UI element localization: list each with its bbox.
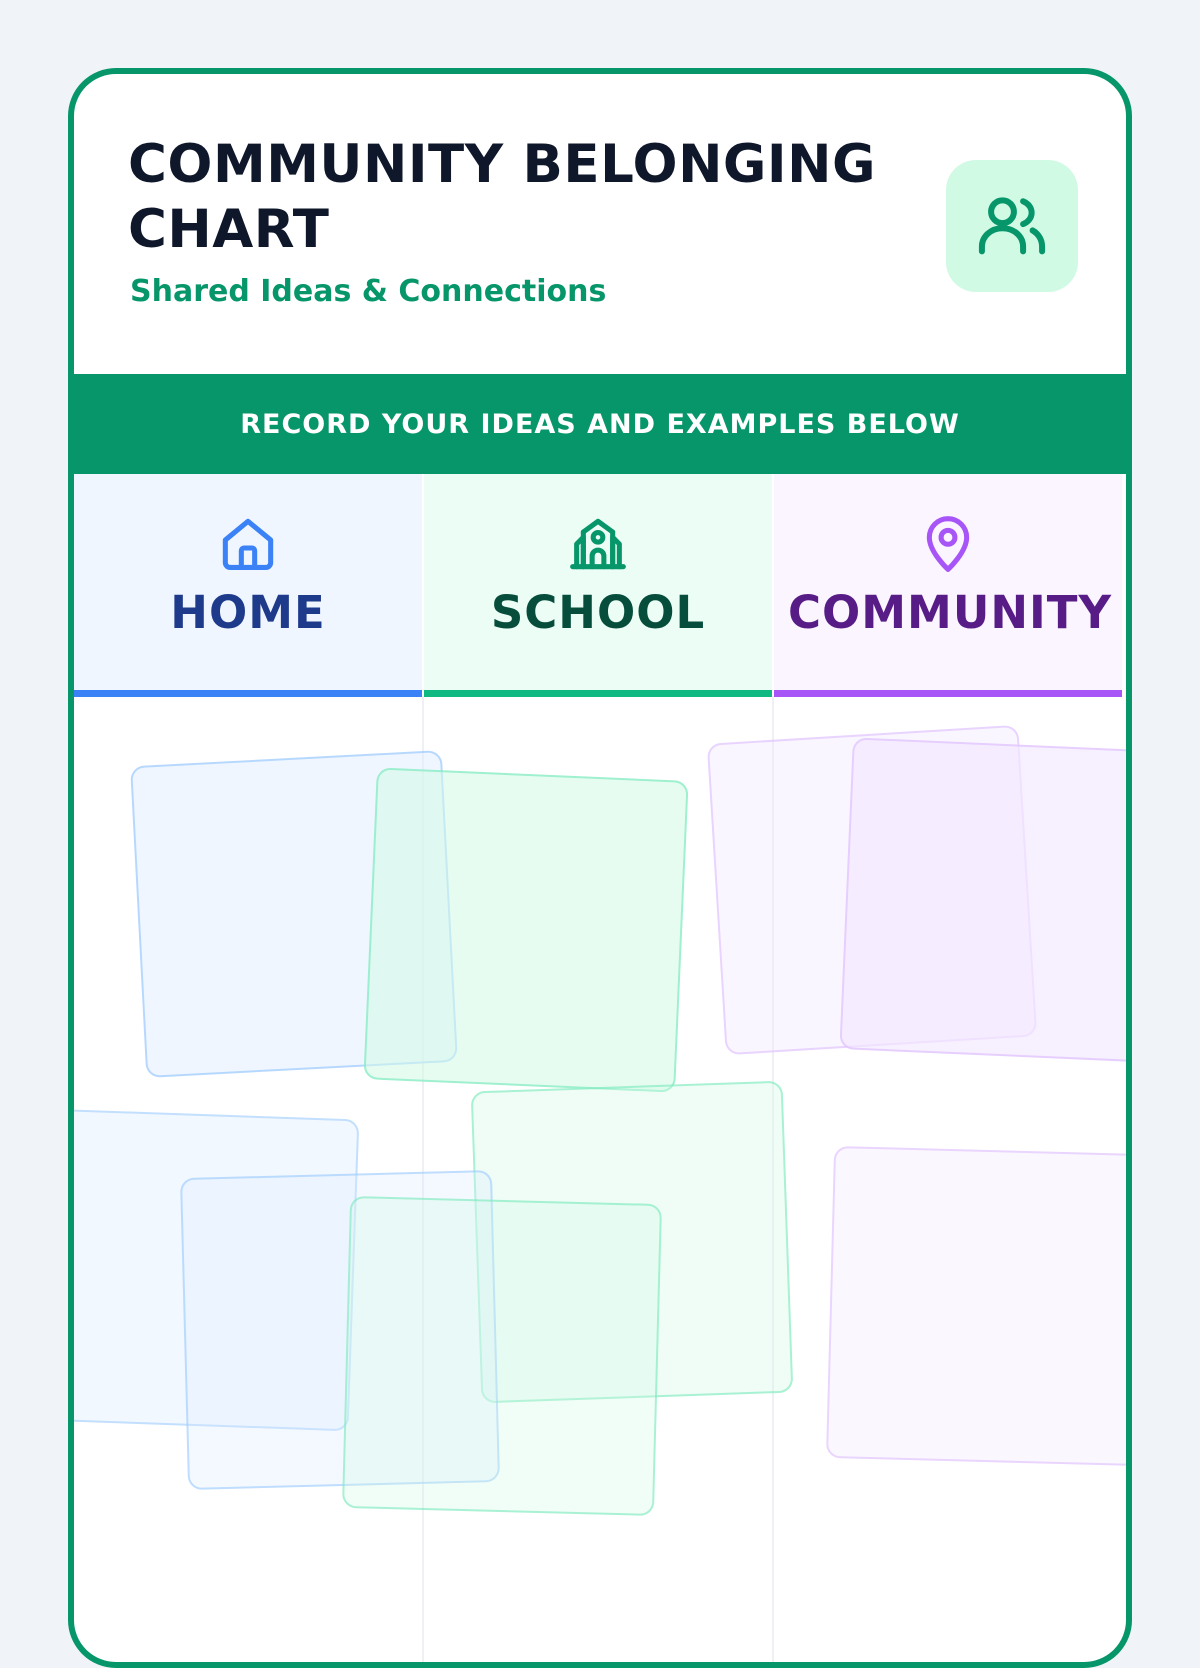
school-icon	[566, 512, 630, 576]
column-community	[774, 474, 1122, 1662]
note-placeholder-school[interactable]	[342, 1196, 662, 1516]
banner-text: RECORD YOUR IDEAS AND EXAMPLES BELOW	[240, 408, 960, 440]
note-placeholder-school[interactable]	[363, 767, 688, 1092]
column-header-home	[74, 474, 422, 692]
note-placeholder-community[interactable]	[839, 737, 1132, 1062]
column-accent-bar-community	[774, 690, 1122, 697]
column-label-community: COMMUNITY	[788, 586, 1113, 639]
logo-badge	[946, 160, 1078, 292]
column-label-school: SCHOOL	[490, 586, 706, 639]
page-subtitle: Shared Ideas & Connections	[130, 274, 607, 309]
column-header-community	[774, 474, 1122, 692]
header	[74, 74, 1126, 370]
column-accent-bar-school	[424, 690, 772, 697]
note-placeholder-community[interactable]	[826, 1146, 1132, 1466]
column-accent-bar-home	[74, 690, 422, 697]
instruction-banner	[74, 374, 1126, 474]
column-label-home: HOME	[170, 586, 326, 639]
users-icon	[974, 188, 1050, 264]
home-icon	[216, 512, 280, 576]
location-pin-icon	[916, 512, 980, 576]
chart-card	[68, 68, 1132, 1668]
page-title: COMMUNITY BELONGING CHART	[128, 134, 877, 260]
column-header-school	[424, 474, 772, 692]
columns	[74, 474, 1126, 1662]
